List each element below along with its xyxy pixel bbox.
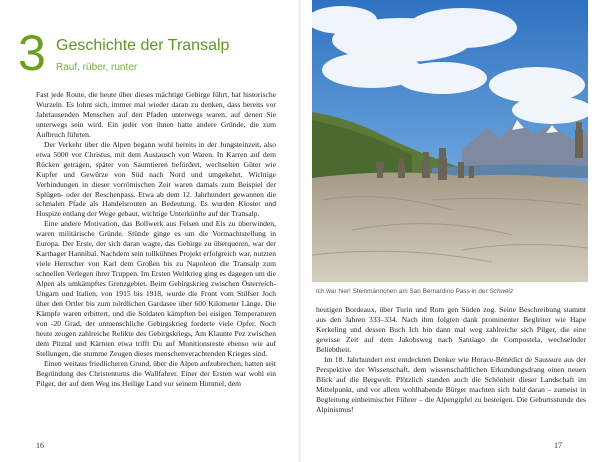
- chapter-number: 3: [18, 25, 46, 81]
- caption-text: Ich war hier! Steinmännchen am San Bernardino Pass in der: [316, 288, 490, 295]
- paragraph: Der Verkehr über die Alpen begann wohl bereits in der Jungsteinzeit, also etwa 5000 vor Christus, mit dem Austausch von Waren. In Karren auf dem Rücken getragen, später von Saumtieren befördert, wechselten Güter wie Kupfer und Gewürze von Süd nach Nord und umgekehrt. Wichtige Verbindungen in dieser vorrömischen Zeit waren damals zum Beispiel der Splügen- oder der Reschenpass. Etwa ab dem 12. Jahrhundert gewannen die schmalen Pfade als Handelsrouten an Bedeutung. Es wurden Kloster und Hospize entlang der Wege gebaut, wichtige Unterkünfte auf der Transalp.: [36, 139, 276, 219]
- mountain-photo: [312, 0, 588, 282]
- paragraph: Einen weitaus friedlicheren Grund, über die Alpen aufzubrechen, hatten seit Begründung des Christentums die Wallfahrer. Einer der Ersten war wohl ein Pilger, der auf dem Weg ins Heilige Land vor seinem Himmel, dem: [36, 358, 276, 388]
- page-number-right: 17: [554, 441, 562, 450]
- paragraph: heutigen Bordeaux, über Turin und Rom gen Süden zog. Seine Beschreibung stammt aus den Jahren 333–334. Nach ihm folgten dank prominenter Begleiter wie Hape Kerkeling und dessen Buch Ich bin dann mal weg zahlreiche sich Pilger, die eine gewisse Zeit auf dem Jakobsweg nach Santiago de Compostela, wechselnder Beliebtheit.: [316, 305, 586, 354]
- landscape-illustration: [312, 0, 588, 282]
- page-number-left: 16: [36, 441, 44, 450]
- chapter-subtitle: Rauf, rüber, runter: [56, 62, 138, 73]
- right-page: [300, 0, 600, 462]
- chapter-title: Geschichte der Transalp: [56, 37, 230, 54]
- photo-caption: [316, 288, 586, 295]
- paragraph: Fast jede Route, die heute über dieses mächtige Gebirge führt, hat historische Wurzeln. Es lohnt sich, immer mal wieder daran zu denken, dass bereits vor Jahrtausenden Menschen auf den Pfaden unterwegs waren, auf denen Sie unterwegs sein wird. Ein jeder von ihnen hatte andere Gründe, die zum Aufbruch führten.: [36, 90, 276, 139]
- paragraph: Im 18. Jahrhundert erst entdeckten Denker wie Horace-Bénédict de Saussure aus der Perspektive der Wissenschaft, dem wissenschaftlichen Erkundungsdrang einen neuen Blick auf die Bergwelt. Plötzlich standen auch die Schönheit dieser Landschaft im Mittelpunkt, und vor allem wohlhabende Bürger machten sich bald daran – zumeist in Begleitung einheimischer Führer – die Alpengipfel zu besteigen. Die Geburtsstunde des Alpinismus!: [316, 354, 586, 414]
- left-body-text: [36, 90, 276, 432]
- caption-emphasis: Schweiz: [489, 288, 514, 295]
- paragraph: Eine andere Motivation, das Bollwerk aus Felsen und Eis zu überwinden, waren militärische Gründe. Stünde ginge es um die Vormachtstellung in Europa. Der Erste, der sich daran wagte, das Gebirge zu überqueren, war der Karthager Hannibal. Nachdem sein tollkühnes Projekt erfolgreich war, nutzten viele Herrscher von Karl dem Großen bis zu Napoleon die Transalp zum schnellen Verlegen ihrer Truppen. Im Ersten Weltkrieg ging es dagegen um die Alpen als umkämpftes Grenzgebiet. Beim Gebirgskrieg zwischen Österreich-Ungarn und Italien, von 1915 bis 1918, wurde die Front vom Stilfser Joch über den Ortler bis zum nördlichen Gardasee über 600 Kilometer Länge. Die Kämpfe waren erbittert, und die Soldaten kämpften bei eisigen Temperaturen von -20 Grad, der unmenschliche Gebirgskrieg forderte viele Opfer. Noch heute zeugen zahlreiche Relikte des Gebirgskriegs, Am Klaunte Pez zwischen dem Pitztal und Kärnten etwa trifft Du auf Munitionsreste ebenso wie auf Stellungen, die stumme Zeugen dieses menschenverachtenden Krieges sind.: [36, 219, 276, 358]
- right-body-text: [316, 305, 586, 437]
